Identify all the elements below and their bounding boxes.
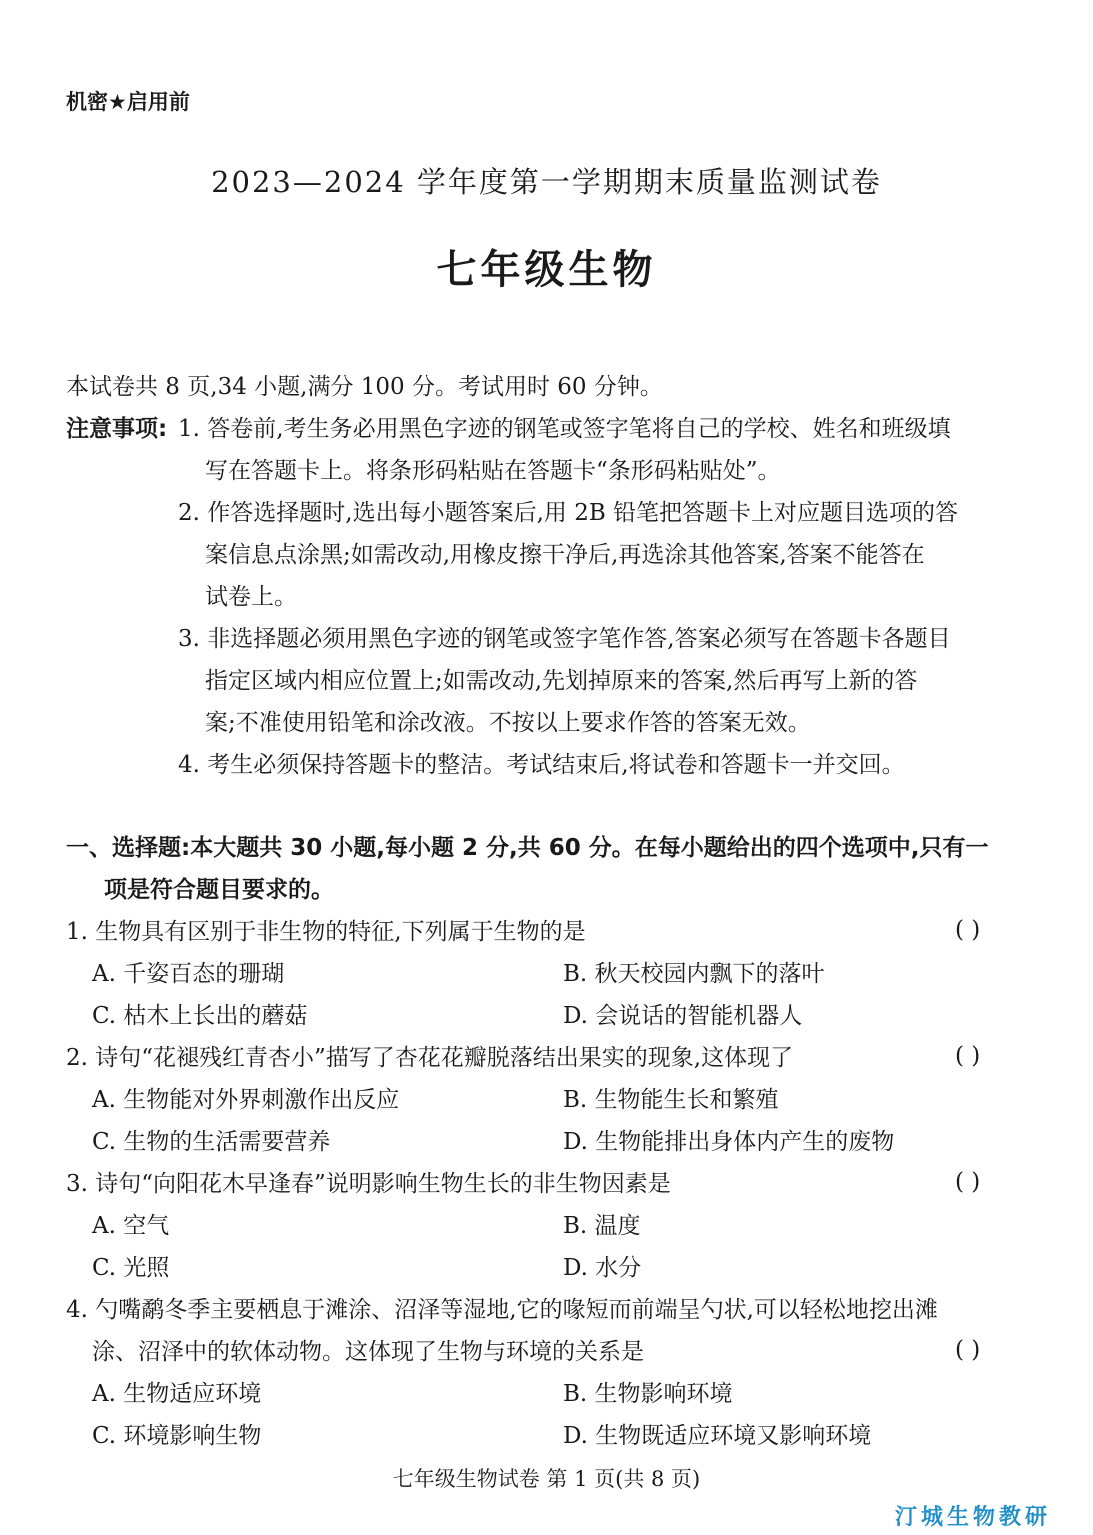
- option-c: C. 枯木上长出的蘑菇: [92, 1003, 308, 1029]
- option-a: A. 空气: [92, 1213, 170, 1239]
- intro-text: 本试卷共 8 页,34 小题,满分 100 分。考试用时 60 分钟。: [66, 374, 663, 400]
- section-heading-cont: 项是符合题目要求的。: [104, 877, 334, 903]
- option-a: A. 生物适应环境: [92, 1381, 262, 1407]
- note-2-line-3: 试卷上。: [205, 584, 297, 610]
- notes-label: 注意事项:: [66, 416, 168, 442]
- question-1-stem: 1. 生物具有区别于非生物的特征,下列属于生物的是: [66, 919, 586, 945]
- option-c: C. 环境影响生物: [92, 1423, 262, 1449]
- question-4-stem: 4. 勺嘴鹬冬季主要栖息于滩涂、沼泽等湿地,它的喙短而前端呈勺状,可以轻松地挖出滩: [66, 1297, 938, 1323]
- option-c: C. 生物的生活需要营养: [92, 1129, 331, 1155]
- note-2-line-1: 2. 作答选择题时,选出每小题答案后,用 2B 铅笔把答题卡上对应题目选项的答: [178, 500, 959, 526]
- note-3-line-2: 指定区域内相应位置上;如需改动,先划掉原来的答案,然后再写上新的答: [205, 668, 918, 694]
- note-3-line-1: 3. 非选择题必须用黑色字迹的钢笔或签字笔作答,答案必须写在答题卡各题目: [178, 626, 951, 652]
- option-d: D. 水分: [563, 1255, 642, 1281]
- question-4-stem-cont: 涂、沼泽中的软体动物。这体现了生物与环境的关系是: [92, 1339, 644, 1365]
- answer-blank: ( ): [955, 917, 981, 943]
- answer-blank: ( ): [955, 1337, 981, 1363]
- option-d: D. 生物能排出身体内产生的废物: [563, 1129, 895, 1155]
- note-1-line-2: 写在答题卡上。将条形码粘贴在答题卡“条形码粘贴处”。: [205, 458, 781, 484]
- answer-blank: ( ): [955, 1169, 981, 1195]
- watermark: 汀城生物教研: [895, 1505, 1052, 1530]
- question-3-stem: 3. 诗句“向阳花木早逢春”说明影响生物生长的非生物因素是: [66, 1171, 671, 1197]
- page-footer: 七年级生物试卷 第 1 页(共 8 页): [392, 1467, 701, 1491]
- exam-title: 2023—2024 学年度第一学期期末质量监测试卷: [211, 165, 882, 199]
- option-b: B. 秋天校园内飘下的落叶: [563, 961, 825, 987]
- note-3-line-3: 案;不准使用铅笔和涂改液。不按以上要求作答的答案无效。: [205, 710, 811, 736]
- option-d: D. 会说话的智能机器人: [563, 1003, 803, 1029]
- subject-title: 七年级生物: [436, 247, 657, 293]
- option-d: D. 生物既适应环境又影响环境: [563, 1423, 872, 1449]
- option-b: B. 生物能生长和繁殖: [563, 1087, 779, 1113]
- option-a: A. 生物能对外界刺激作出反应: [92, 1087, 400, 1113]
- question-2-stem: 2. 诗句“花褪残红青杏小”描写了杏花花瓣脱落结出果实的现象,这体现了: [66, 1045, 794, 1071]
- note-1-line-1: 1. 答卷前,考生务必用黑色字迹的钢笔或签字笔将自己的学校、姓名和班级填: [178, 416, 951, 442]
- option-a: A. 千姿百态的珊瑚: [92, 961, 285, 987]
- answer-blank: ( ): [955, 1043, 981, 1069]
- option-c: C. 光照: [92, 1255, 170, 1281]
- note-2-line-2: 案信息点涂黑;如需改动,用橡皮擦干净后,再选涂其他答案,答案不能答在: [205, 542, 925, 568]
- option-b: B. 生物影响环境: [563, 1381, 733, 1407]
- confidential-label: 机密★启用前: [66, 90, 190, 114]
- section-heading: 一、选择题:本大题共 30 小题,每小题 2 分,共 60 分。在每小题给出的四个选项中,只有一: [66, 835, 989, 861]
- option-b: B. 温度: [563, 1213, 641, 1239]
- note-4-line-1: 4. 考生必须保持答题卡的整洁。考试结束后,将试卷和答题卡一并交回。: [178, 752, 905, 778]
